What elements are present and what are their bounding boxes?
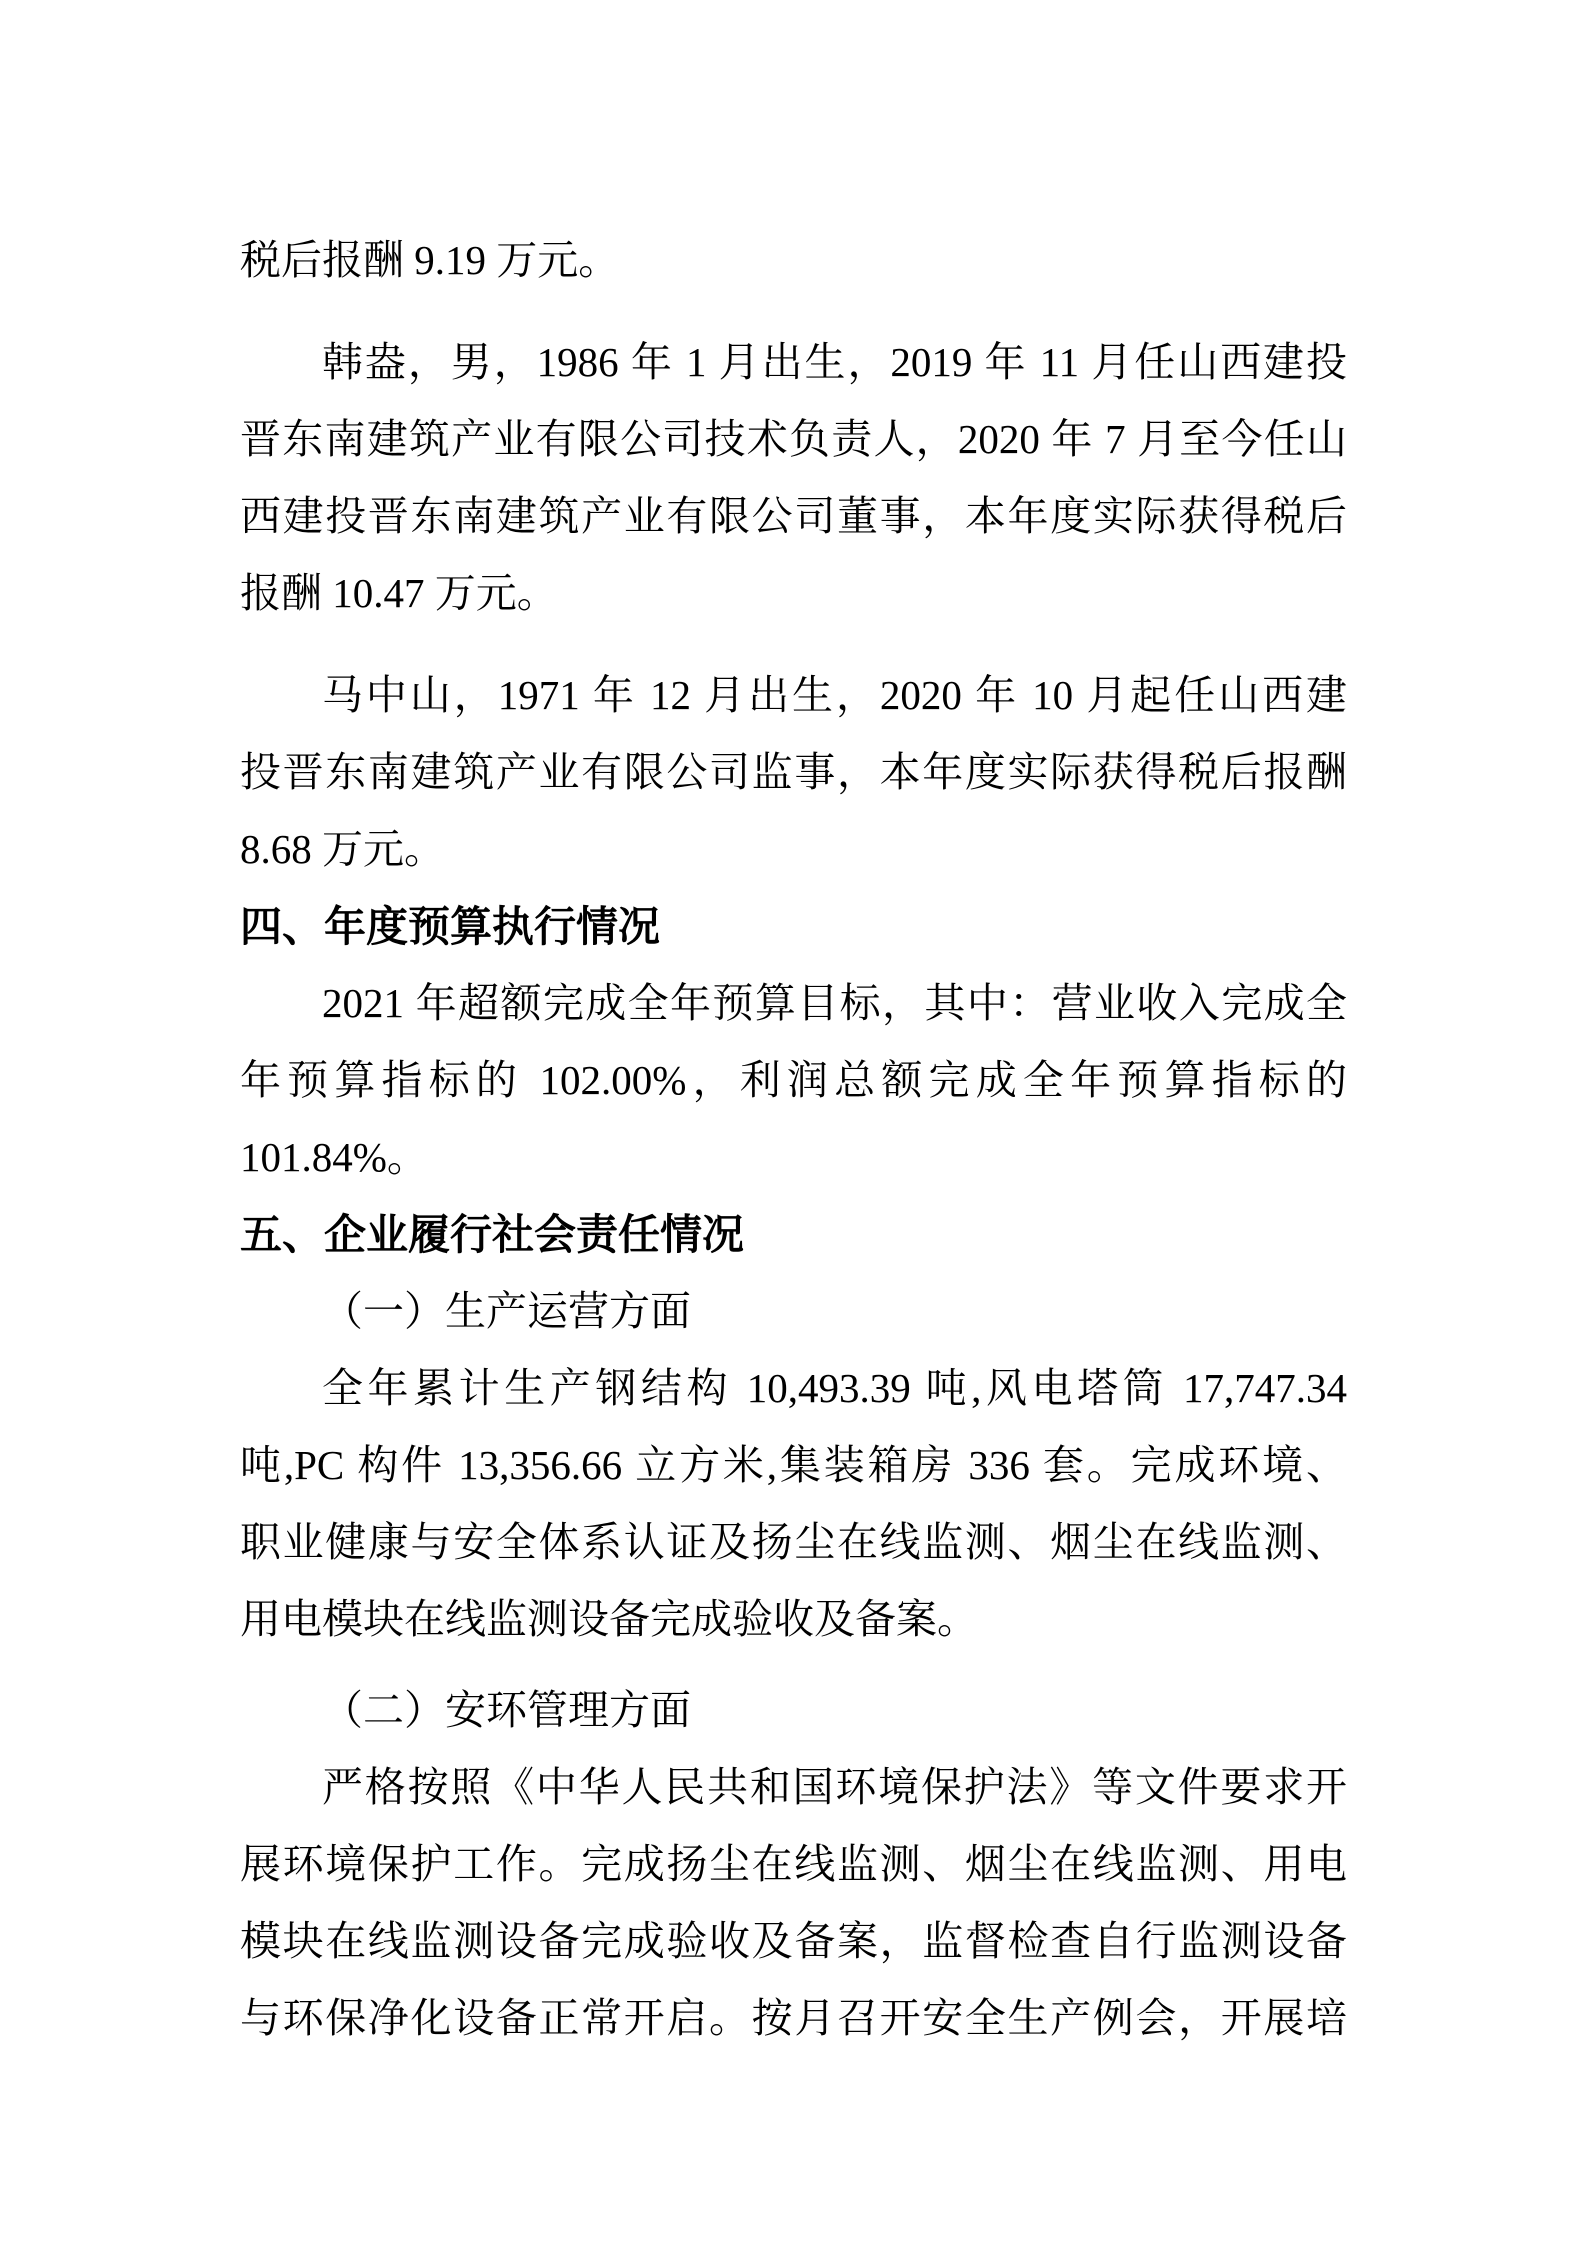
text-line: 年预算指标的 102.00%，利润总额完成全年预算指标的 [240, 1057, 1347, 1103]
text-line: 投晋东南建筑产业有限公司监事，本年度实际获得税后报酬 [240, 749, 1347, 795]
text-line: 与环保净化设备正常开启。按月召开安全生产例会，开展培 [240, 1995, 1347, 2041]
paragraph-salary-carryover [240, 222, 1347, 299]
paragraph-budget-execution [240, 965, 1347, 1196]
text-line: 全年累计生产钢结构 10,493.39 吨,风电塔筒 17,747.34 [322, 1365, 1347, 1411]
section-heading-4-budget: 四、年度预算执行情况 [240, 903, 661, 950]
text-line: 马中山，1971 年 12 月出生，2020 年 10 月起任山西建 [322, 672, 1347, 718]
text-line: 职业健康与安全体系认证及扬尘在线监测、烟尘在线监测、 [240, 1519, 1347, 1565]
text-line: 西建投晋东南建筑产业有限公司董事，本年度实际获得税后 [240, 493, 1347, 539]
text-line: 101.84%。 [240, 1134, 428, 1180]
section-heading-5-social-responsibility: 五、企业履行社会责任情况 [240, 1211, 745, 1258]
text-line: 用电模块在线监测设备完成验收及备案。 [240, 1596, 978, 1642]
text-line: 8.68 万元。 [240, 826, 445, 872]
paragraph-han-ang-bio [240, 324, 1347, 632]
text-line: 税后报酬 9.19 万元。 [240, 237, 620, 283]
text-line: 2021 年超额完成全年预算目标，其中：营业收入完成全 [322, 980, 1347, 1026]
text-line: 晋东南建筑产业有限公司技术负责人，2020 年 7 月至今任山 [240, 416, 1347, 462]
text-line: 韩盎，男，1986 年 1 月出生，2019 年 11 月任山西建投 [322, 339, 1347, 385]
paragraph-environment-protection [240, 1749, 1347, 2057]
text-line: 展环境保护工作。完成扬尘在线监测、烟尘在线监测、用电 [240, 1841, 1347, 1887]
text-line: 报酬 10.47 万元。 [240, 570, 558, 616]
paragraph-production-operations [240, 1350, 1347, 1658]
text-line: 吨,PC 构件 13,356.66 立方米,集装箱房 336 套。完成环境、 [240, 1442, 1347, 1488]
paragraph-ma-zhongshan-bio [240, 657, 1347, 888]
text-line: 模块在线监测设备完成验收及备案，监督检查自行监测设备 [240, 1918, 1347, 1964]
subsection-heading-1-production: （一）生产运营方面 [322, 1288, 691, 1334]
document-content [240, 222, 1347, 2057]
text-line: 严格按照《中华人民共和国环境保护法》等文件要求开 [322, 1764, 1347, 1810]
subsection-heading-2-safety-environment: （二）安环管理方面 [322, 1687, 691, 1733]
